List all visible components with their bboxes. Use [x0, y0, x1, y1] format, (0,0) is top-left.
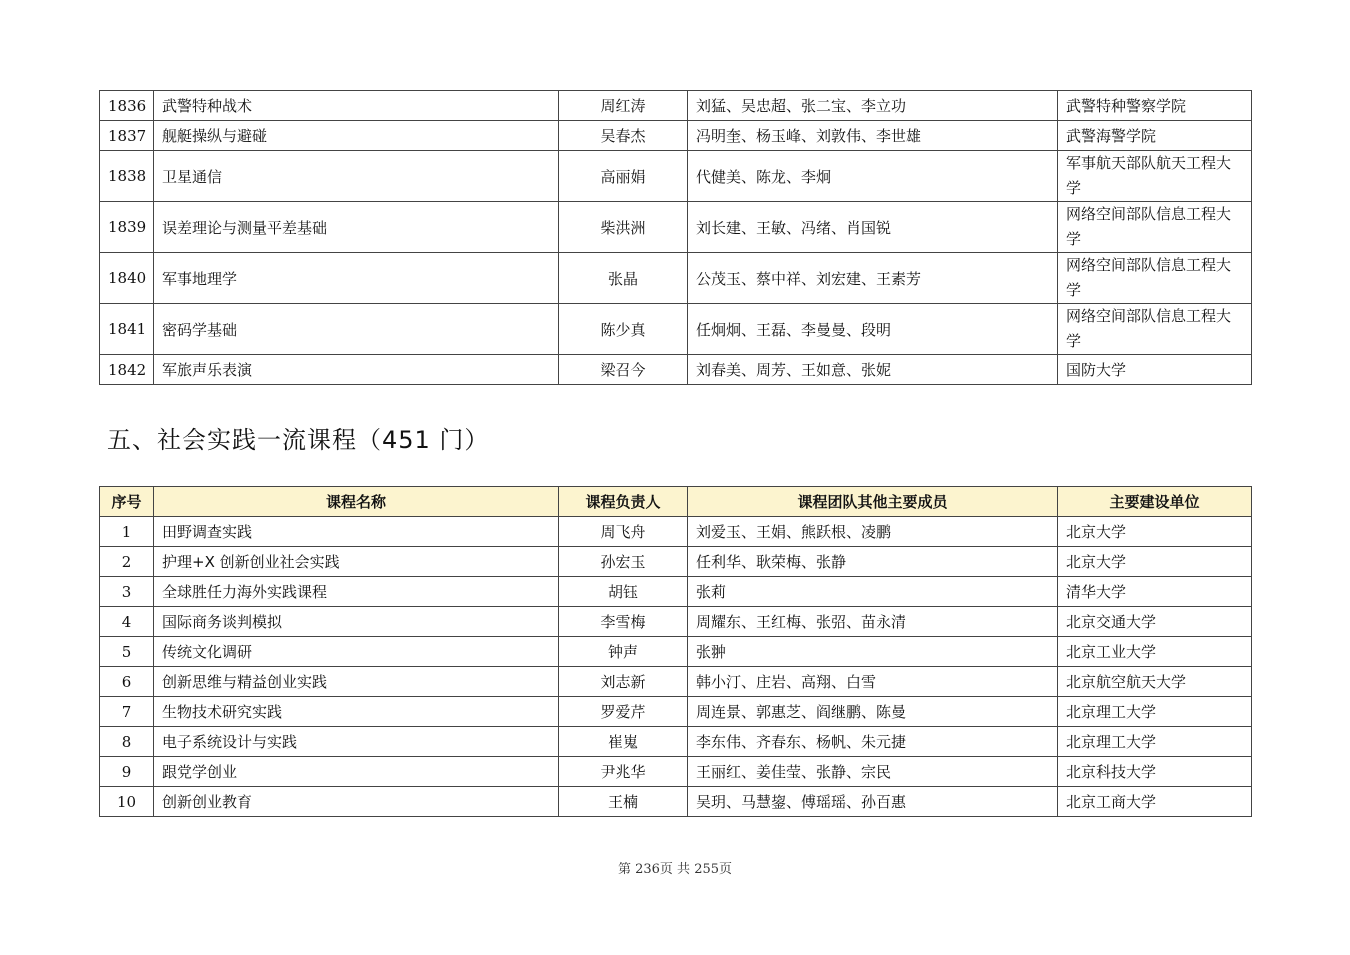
- row-number: 1840: [100, 253, 154, 304]
- course-lead: 孙宏玉: [559, 547, 688, 577]
- table-row: [100, 151, 1252, 202]
- team-members: 周耀东、王红梅、张弨、苗永清: [688, 607, 1058, 637]
- team-members: 冯明奎、杨玉峰、刘敦伟、李世雄: [688, 121, 1058, 151]
- row-number: 10: [100, 787, 154, 817]
- course-lead: 陈少真: [559, 304, 688, 355]
- table-header-row: [100, 487, 1252, 517]
- table-row: [100, 637, 1252, 667]
- row-number: 6: [100, 667, 154, 697]
- course-name: 军旅声乐表演: [154, 355, 559, 385]
- course-name: 密码学基础: [154, 304, 559, 355]
- course-name: 创新思维与精益创业实践: [154, 667, 559, 697]
- course-name: 卫星通信: [154, 151, 559, 202]
- table-row: [100, 757, 1252, 787]
- table-row: [100, 91, 1252, 121]
- team-members: 周连景、郭惠芝、阎继鹏、陈曼: [688, 697, 1058, 727]
- team-members: 公茂玉、蔡中祥、刘宏建、王素芳: [688, 253, 1058, 304]
- course-name: 全球胜任力海外实践课程: [154, 577, 559, 607]
- table-row: [100, 355, 1252, 385]
- course-name: 武警特种战术: [154, 91, 559, 121]
- row-number: 2: [100, 547, 154, 577]
- course-name: 国际商务谈判模拟: [154, 607, 559, 637]
- row-number: 3: [100, 577, 154, 607]
- row-number: 1841: [100, 304, 154, 355]
- header-course: 课程名称: [154, 487, 559, 517]
- table-row: [100, 577, 1252, 607]
- course-name: 军事地理学: [154, 253, 559, 304]
- course-lead: 周红涛: [559, 91, 688, 121]
- team-members: 张莉: [688, 577, 1058, 607]
- table-row: [100, 787, 1252, 817]
- table-row: [100, 121, 1252, 151]
- team-members: 韩小汀、庄岩、高翔、白雪: [688, 667, 1058, 697]
- row-number: 1: [100, 517, 154, 547]
- table-row: [100, 547, 1252, 577]
- row-number: 1837: [100, 121, 154, 151]
- course-name: 跟党学创业: [154, 757, 559, 787]
- course-lead: 柴洪洲: [559, 202, 688, 253]
- course-name: 电子系统设计与实践: [154, 727, 559, 757]
- courses-table-continued: [99, 90, 1252, 385]
- team-members: 刘春美、周芳、王如意、张妮: [688, 355, 1058, 385]
- table-row: [100, 304, 1252, 355]
- table-row: [100, 202, 1252, 253]
- team-members: 李东伟、齐春东、杨帆、朱元捷: [688, 727, 1058, 757]
- host-institution: 北京理工大学: [1058, 727, 1252, 757]
- team-members: 代健美、陈龙、李炯: [688, 151, 1058, 202]
- host-institution: 北京交通大学: [1058, 607, 1252, 637]
- row-number: 9: [100, 757, 154, 787]
- course-name: 误差理论与测量平差基础: [154, 202, 559, 253]
- header-no: 序号: [100, 487, 154, 517]
- team-members: 王丽红、姜佳莹、张静、宗民: [688, 757, 1058, 787]
- table-row: [100, 727, 1252, 757]
- course-lead: 崔嵬: [559, 727, 688, 757]
- course-lead: 刘志新: [559, 667, 688, 697]
- host-institution: 北京工业大学: [1058, 637, 1252, 667]
- course-lead: 罗爱芹: [559, 697, 688, 727]
- host-institution: 北京理工大学: [1058, 697, 1252, 727]
- host-institution: 网络空间部队信息工程大学: [1058, 304, 1252, 355]
- host-institution: 武警特种警察学院: [1058, 91, 1252, 121]
- row-number: 1842: [100, 355, 154, 385]
- host-institution: 武警海警学院: [1058, 121, 1252, 151]
- course-name: 创新创业教育: [154, 787, 559, 817]
- host-institution: 清华大学: [1058, 577, 1252, 607]
- course-name: 护理+X 创新创业社会实践: [154, 547, 559, 577]
- header-lead: 课程负责人: [559, 487, 688, 517]
- table-row: [100, 517, 1252, 547]
- row-number: 1839: [100, 202, 154, 253]
- header-members: 课程团队其他主要成员: [688, 487, 1058, 517]
- team-members: 刘爱玉、王娟、熊跃根、凌鹏: [688, 517, 1058, 547]
- social-practice-courses-table: [99, 486, 1252, 817]
- page-footer: 第 236页 共 255页: [617, 862, 733, 877]
- row-number: 8: [100, 727, 154, 757]
- section-heading: 五、社会实践一流课程（451 门）: [107, 426, 490, 454]
- course-name: 传统文化调研: [154, 637, 559, 667]
- host-institution: 网络空间部队信息工程大学: [1058, 202, 1252, 253]
- course-lead: 尹兆华: [559, 757, 688, 787]
- courses-table-body: [100, 91, 1252, 385]
- row-number: 7: [100, 697, 154, 727]
- table-row: [100, 667, 1252, 697]
- course-lead: 高丽娟: [559, 151, 688, 202]
- team-members: 任炯炯、王磊、李曼曼、段明: [688, 304, 1058, 355]
- course-lead: 王楠: [559, 787, 688, 817]
- course-lead: 吴春杰: [559, 121, 688, 151]
- host-institution: 北京大学: [1058, 517, 1252, 547]
- team-members: 刘长建、王敏、冯绪、肖国锐: [688, 202, 1058, 253]
- host-institution: 北京航空航天大学: [1058, 667, 1252, 697]
- header-unit: 主要建设单位: [1058, 487, 1252, 517]
- team-members: 张翀: [688, 637, 1058, 667]
- host-institution: 北京大学: [1058, 547, 1252, 577]
- row-number: 4: [100, 607, 154, 637]
- course-name: 田野调查实践: [154, 517, 559, 547]
- course-lead: 周飞舟: [559, 517, 688, 547]
- row-number: 1836: [100, 91, 154, 121]
- team-members: 任利华、耿荣梅、张静: [688, 547, 1058, 577]
- course-lead: 李雪梅: [559, 607, 688, 637]
- course-lead: 钟声: [559, 637, 688, 667]
- social-practice-table-body: [100, 517, 1252, 817]
- course-lead: 胡钰: [559, 577, 688, 607]
- host-institution: 国防大学: [1058, 355, 1252, 385]
- team-members: 刘猛、吴忠超、张二宝、李立功: [688, 91, 1058, 121]
- host-institution: 北京科技大学: [1058, 757, 1252, 787]
- team-members: 吴玥、马慧鋆、傅瑶瑶、孙百惠: [688, 787, 1058, 817]
- host-institution: 网络空间部队信息工程大学: [1058, 253, 1252, 304]
- host-institution: 军事航天部队航天工程大学: [1058, 151, 1252, 202]
- course-name: 舰艇操纵与避碰: [154, 121, 559, 151]
- course-lead: 梁召今: [559, 355, 688, 385]
- table-row: [100, 697, 1252, 727]
- row-number: 1838: [100, 151, 154, 202]
- table-row: [100, 607, 1252, 637]
- course-name: 生物技术研究实践: [154, 697, 559, 727]
- table-row: [100, 253, 1252, 304]
- host-institution: 北京工商大学: [1058, 787, 1252, 817]
- row-number: 5: [100, 637, 154, 667]
- course-lead: 张晶: [559, 253, 688, 304]
